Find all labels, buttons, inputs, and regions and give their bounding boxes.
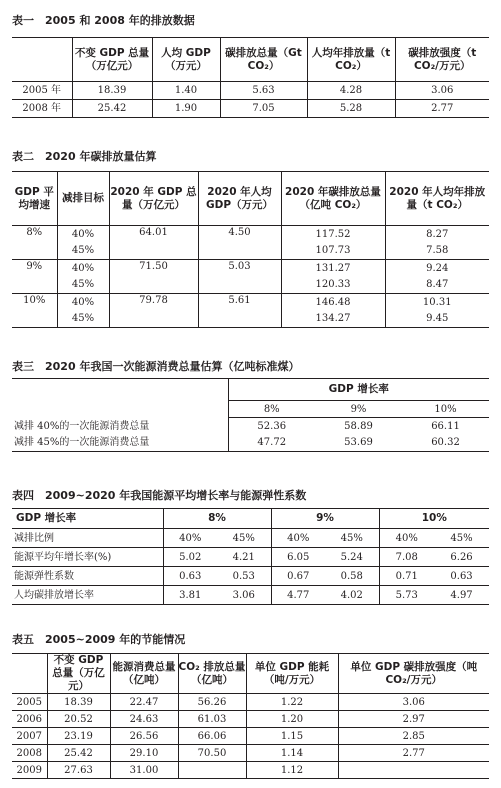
value-cell: 61.03 (178, 711, 246, 728)
value-cell: 29.10 (110, 745, 178, 762)
table2-header: 减排目标 (57, 172, 109, 226)
target-cell: 40% (57, 226, 109, 243)
value-cell: 45% (434, 529, 489, 548)
value-cell: 0.53 (217, 567, 271, 586)
table3-column: 10% (402, 401, 489, 418)
target-cell: 45% (57, 243, 109, 260)
row-label: 人均碳排放增长率 (14, 589, 94, 601)
table1-header: 不变 GDP 总量（万亿元） (72, 38, 152, 82)
value-cell: 18.39 (72, 82, 152, 100)
value-cell: 5.73 (379, 586, 434, 605)
table-row (12, 226, 489, 243)
growth-cell: 8% (12, 226, 57, 260)
table1-corner (12, 38, 72, 82)
table2 (12, 171, 489, 328)
value-cell: 3.06 (338, 694, 489, 711)
row-label: 能源弹性系数 (12, 567, 163, 586)
value-cell: 52.36 (228, 418, 315, 435)
value-cell: 7.58 (385, 243, 489, 260)
table4-header-label: GDP 增长率 (12, 509, 163, 529)
table4-caption: 表四 2009~2020 年我国能源平均增长率与能源弹性系数 (12, 489, 307, 502)
value-cell: 1.20 (246, 711, 338, 728)
value-cell: 26.56 (110, 728, 178, 745)
value-cell (178, 762, 246, 779)
value-cell: 3.81 (163, 586, 217, 605)
value-cell: 0.58 (325, 567, 379, 586)
value-cell: 4.77 (271, 586, 325, 605)
table5-header: 单位 GDP 碳排放强度（吨 CO₂/万元） (338, 654, 489, 694)
value-cell: 45% (217, 529, 271, 548)
value-cell: 131.27 (281, 260, 385, 277)
table-row (12, 728, 489, 745)
table1-header: 人均年排放量（t CO₂） (307, 38, 395, 82)
value-cell: 53.69 (344, 437, 373, 449)
table3-column: 9% (315, 401, 402, 418)
target-cell: 45% (57, 277, 109, 294)
table2-header: 2020 年人均年排放量（t CO₂） (385, 172, 489, 226)
value-cell: 31.00 (110, 762, 178, 779)
table-row (12, 762, 489, 779)
value-cell: 25.42 (72, 100, 152, 118)
year-cell: 2008 (12, 745, 47, 762)
value-cell: 40% (379, 529, 434, 548)
value-cell: 0.63 (163, 567, 217, 586)
table-row (12, 711, 489, 728)
target-cell: 45% (57, 311, 109, 328)
value-cell: 0.71 (379, 567, 434, 586)
table5-header: 单位 GDP 能耗（吨/万元） (246, 654, 338, 694)
table5 (12, 653, 489, 779)
value-cell: 9.45 (385, 311, 489, 328)
value-cell: 5.02 (163, 548, 217, 567)
value-cell: 8.47 (385, 277, 489, 294)
value-cell: 47.72 (228, 435, 315, 452)
table3 (12, 378, 489, 452)
table3-column: 8% (228, 401, 315, 418)
table4 (12, 508, 489, 605)
table4-group: 8% (163, 509, 271, 529)
value-cell: 4.21 (217, 548, 271, 567)
value-cell: 1.12 (246, 762, 338, 779)
per-capita-cell: 4.50 (198, 226, 281, 260)
target-cell: 40% (57, 260, 109, 277)
value-cell: 6.05 (271, 548, 325, 567)
table-row (12, 745, 489, 762)
value-cell: 7.08 (379, 548, 434, 567)
row-label: 能源平均年增长率(%) (12, 548, 163, 567)
row-label: 减排比例 (12, 529, 163, 548)
table4-group: 10% (379, 509, 489, 529)
value-cell: 5.28 (307, 100, 395, 118)
table-row (12, 294, 489, 311)
value-cell: 4.97 (450, 589, 473, 601)
table3-group-header: GDP 增长率 (228, 379, 489, 401)
table-row (12, 586, 489, 605)
table4-group: 9% (271, 509, 379, 529)
value-cell: 2.97 (338, 711, 489, 728)
table-row (12, 82, 489, 100)
growth-cell: 9% (12, 260, 57, 294)
table5-header: CO₂ 排放总量（亿吨） (178, 654, 246, 694)
value-cell: 6.26 (434, 548, 489, 567)
value-cell: 27.63 (47, 762, 110, 779)
value-cell: 40% (163, 529, 217, 548)
value-cell: 60.32 (431, 437, 460, 449)
value-cell: 7.05 (220, 100, 307, 118)
gdp-cell: 71.50 (109, 260, 198, 294)
table1-caption: 表一 2005 和 2008 年的排放数据 (12, 14, 195, 27)
table2-caption: 表二 2020 年碳排放量估算 (12, 150, 157, 163)
table2-header: 2020 年碳排放总量（亿吨 CO₂） (281, 172, 385, 226)
value-cell: 3.06 (232, 589, 255, 601)
per-capita-cell: 5.61 (198, 294, 281, 328)
value-cell: 117.52 (281, 226, 385, 243)
table1-header: 碳排放总量（Gt CO₂） (220, 38, 307, 82)
value-cell: 70.50 (178, 745, 246, 762)
table-row (12, 694, 489, 711)
value-cell: 146.48 (281, 294, 385, 311)
value-cell: 66.11 (431, 420, 460, 432)
table-row (12, 529, 489, 548)
table2-header: 2020 年人均 GDP（万元） (198, 172, 281, 226)
value-cell: 120.33 (281, 277, 385, 294)
table-row (12, 435, 489, 452)
value-cell: 8.27 (385, 226, 489, 243)
table5-caption: 表五 2005~2009 年的节能情况 (12, 633, 186, 646)
target-cell: 40% (57, 294, 109, 311)
value-cell: 18.39 (47, 694, 110, 711)
value-cell: 9.24 (385, 260, 489, 277)
value-cell: 1.15 (246, 728, 338, 745)
table1-header: 碳排放强度（t CO₂/万元） (395, 38, 489, 82)
table1 (12, 37, 489, 118)
value-cell: 5.63 (220, 82, 307, 100)
value-cell: 2.85 (338, 728, 489, 745)
row-label: 减排 40%的一次能源消费总量 (14, 420, 150, 432)
table-row (12, 567, 489, 586)
value-cell: 1.40 (152, 82, 220, 100)
value-cell: 20.52 (47, 711, 110, 728)
year-cell: 2009 (16, 764, 42, 776)
value-cell: 1.22 (246, 694, 338, 711)
table-row (12, 260, 489, 277)
table3-caption: 表三 2020 年我国一次能源消费总量估算（亿吨标准煤） (12, 360, 300, 373)
table2-header: GDP 平均增速 (12, 172, 57, 226)
value-cell: 58.89 (344, 420, 373, 432)
value-cell: 0.67 (271, 567, 325, 586)
value-cell: 24.63 (110, 711, 178, 728)
value-cell: 1.90 (152, 100, 220, 118)
value-cell: 22.47 (110, 694, 178, 711)
value-cell: 134.27 (281, 311, 385, 328)
value-cell: 4.28 (307, 82, 395, 100)
year-cell: 2008 年 (22, 103, 62, 114)
growth-cell: 10% (23, 295, 46, 306)
year-cell: 2006 (12, 711, 47, 728)
value-cell: 1.14 (246, 745, 338, 762)
gdp-cell: 64.01 (109, 226, 198, 260)
table5-corner (12, 654, 47, 694)
value-cell: 25.42 (47, 745, 110, 762)
table-row (12, 548, 489, 567)
table5-header: 能源消费总量（亿吨） (110, 654, 178, 694)
gdp-cell: 79.78 (109, 294, 198, 328)
value-cell: 0.63 (434, 567, 489, 586)
table3-corner (12, 379, 228, 418)
value-cell: 5.24 (325, 548, 379, 567)
table-row (12, 100, 489, 118)
table5-header: 不变 GDP 总量（万亿元） (47, 654, 110, 694)
row-label: 减排 45%的一次能源消费总量 (14, 437, 150, 449)
value-cell: 4.02 (340, 589, 363, 601)
value-cell: 3.06 (395, 82, 489, 100)
value-cell: 45% (325, 529, 379, 548)
year-cell: 2005 年 (12, 82, 72, 100)
table2-header: 2020 年 GDP 总量（万亿元） (109, 172, 198, 226)
value-cell: 10.31 (385, 294, 489, 311)
value-cell: 23.19 (47, 728, 110, 745)
year-cell: 2007 (12, 728, 47, 745)
year-cell: 2005 (12, 694, 47, 711)
table-row (12, 418, 489, 435)
value-cell: 66.06 (178, 728, 246, 745)
value-cell: 40% (271, 529, 325, 548)
value-cell: 2.77 (338, 745, 489, 762)
value-cell: 107.73 (281, 243, 385, 260)
value-cell (338, 762, 489, 779)
value-cell: 2.77 (395, 100, 489, 118)
value-cell: 56.26 (178, 694, 246, 711)
table1-header: 人均 GDP（万元） (152, 38, 220, 82)
per-capita-cell: 5.03 (198, 260, 281, 294)
